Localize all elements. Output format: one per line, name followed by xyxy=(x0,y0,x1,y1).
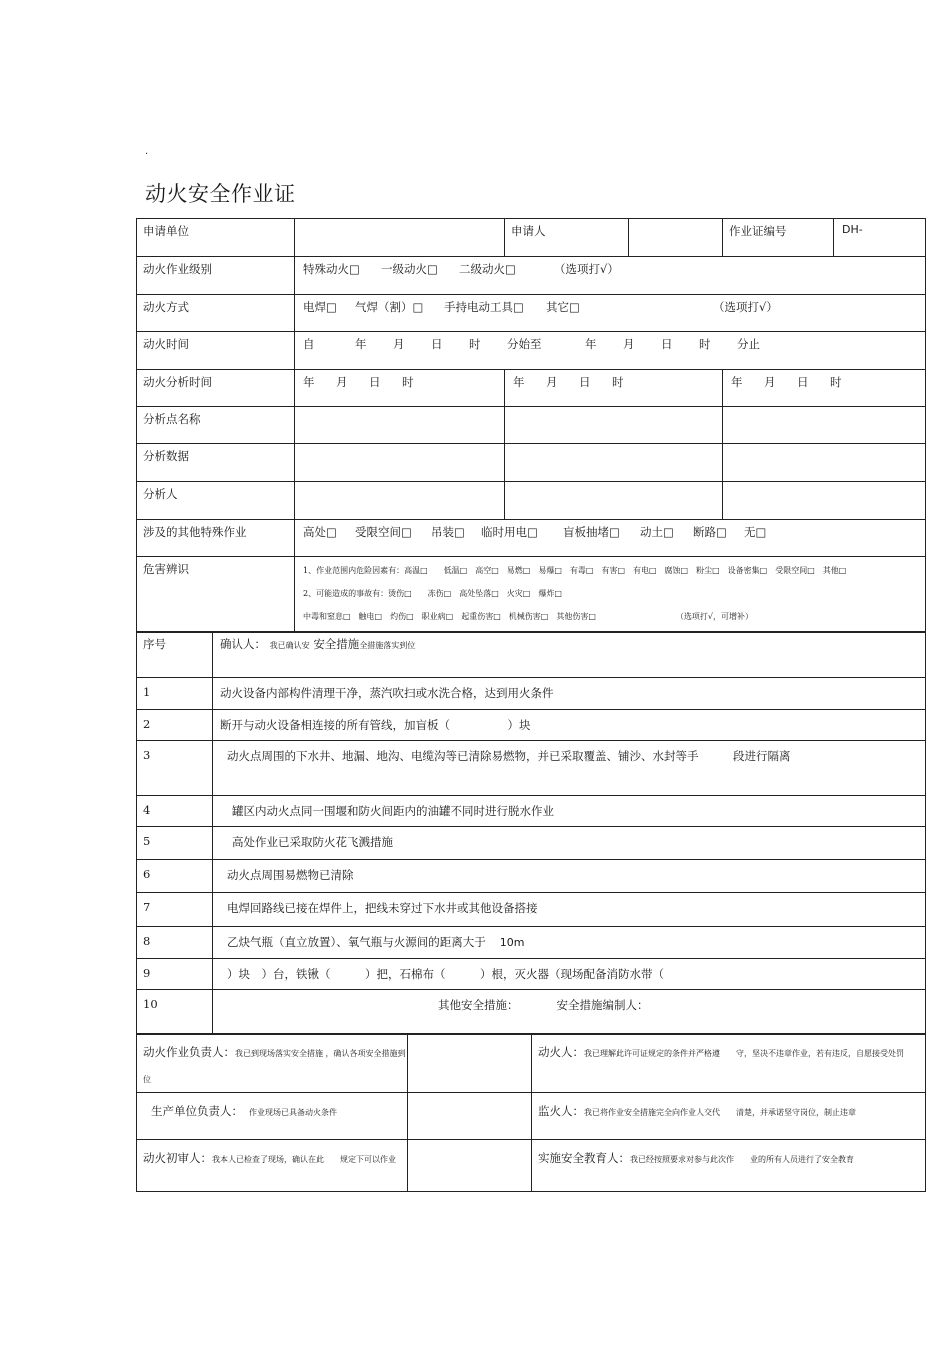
option-level2-fire[interactable]: 二级动火□ xyxy=(459,262,516,276)
analyst-field-3[interactable] xyxy=(723,482,926,520)
hour-unit: 时 xyxy=(402,375,414,389)
fire-person-label: 动火人： xyxy=(538,1045,584,1059)
other-work-options[interactable] xyxy=(295,520,926,557)
time-month-end: 月 xyxy=(623,337,635,351)
measure-item-text: 乙炔气瓶（直立放置）、氧气瓶与火源间的距离大于 xyxy=(227,935,486,949)
option-none[interactable]: 无□ xyxy=(744,525,767,539)
page-mark: . xyxy=(145,146,149,157)
time-month: 月 xyxy=(393,337,405,351)
option-special-fire[interactable]: 特殊动火□ xyxy=(303,262,360,276)
measure-item[interactable]: ）块 ）台，铁锹（ ）把，石棉布（ ）根，灭火器（现场配备消防水带（ xyxy=(213,959,926,990)
day-unit: 日 xyxy=(797,375,809,389)
applicant-section xyxy=(505,219,723,257)
seq-header: 序号 xyxy=(137,632,213,678)
measure-item[interactable]: 动火点周围易燃物已清除 xyxy=(213,860,926,893)
option-gas-weld[interactable]: 气焊（割）□ xyxy=(355,300,424,314)
fire-level-note: （选项打√） xyxy=(554,262,619,276)
fire-person-statement: 我已理解此许可证规定的条件并严格遵 守，坚决不违章作业，若有违反，自愿接受处罚 xyxy=(584,1049,904,1058)
measure-item[interactable]: 动火设备内部构件清理干净，蒸汽吹扫或水洗合格，达到用火条件 xyxy=(213,678,926,710)
work-leader-cell[interactable] xyxy=(137,1034,408,1093)
time-year: 年 xyxy=(355,337,367,351)
fire-method-label: 动火方式 xyxy=(137,295,295,332)
analysis-data-field-1[interactable] xyxy=(295,444,505,482)
time-year-end: 年 xyxy=(585,337,597,351)
seq-no: 4 xyxy=(137,796,213,827)
option-other[interactable]: 其它□ xyxy=(546,300,580,314)
year-unit: 年 xyxy=(731,375,743,389)
analyst-field-1[interactable] xyxy=(295,482,505,520)
time-day: 日 xyxy=(431,337,443,351)
hazard-label: 危害辨识 xyxy=(137,557,295,633)
confirm-label: 确认人： xyxy=(220,637,266,651)
analysis-data-label: 分析数据 xyxy=(137,444,295,482)
option-height[interactable]: 高处□ xyxy=(303,525,337,539)
permit-no-section xyxy=(723,219,926,257)
analysis-point-label: 分析点名称 xyxy=(137,407,295,444)
time-end: 分止 xyxy=(737,337,760,351)
option-excavation[interactable]: 动土□ xyxy=(640,525,674,539)
confirm-text-2: 全措施落实到位 xyxy=(359,641,416,650)
confirm-text-measures: 安全措施 xyxy=(313,637,360,651)
hazard-line-2: 2、可能造成的事故有：烫伤□ 冻伤□ 高处坠落□ 火灾□ 爆炸□ xyxy=(303,589,562,598)
signature-table xyxy=(136,1033,925,1192)
hour-unit: 时 xyxy=(612,375,624,389)
option-level1-fire[interactable]: 一级动火□ xyxy=(381,262,438,276)
prod-leader-cell[interactable] xyxy=(137,1093,408,1140)
seq-no: 5 xyxy=(137,827,213,860)
month-unit: 月 xyxy=(764,375,776,389)
confirm-text-1: 我已确认安 xyxy=(269,641,310,650)
fire-person-cell[interactable] xyxy=(532,1034,926,1093)
other-measures-label: 其他安全措施： xyxy=(438,998,519,1012)
option-lifting[interactable]: 吊装□ xyxy=(431,525,465,539)
option-temp-power[interactable]: 临时用电□ xyxy=(481,525,538,539)
measure-item[interactable]: 动火点周围的下水井、地漏、地沟、电缆沟等已清除易燃物，并已采取覆盖、铺沙、水封等手 段进行隔离 xyxy=(213,741,926,796)
fire-time-field[interactable] xyxy=(295,332,926,370)
analyst-field-2[interactable] xyxy=(505,482,723,520)
month-unit: 月 xyxy=(336,375,348,389)
seq-no: 6 xyxy=(137,860,213,893)
education-cell[interactable] xyxy=(532,1140,926,1192)
day-unit: 日 xyxy=(369,375,381,389)
confirm-header xyxy=(213,632,926,678)
hazard-line-1: 1、作业范围内危险因素有：高温□ 低温□ 高空□ 易燃□ 易爆□ 有毒□ 有害□ 有电□ 腐蚀□ 粉尘□ 设备密集□ 受限空间□ 其他□ xyxy=(303,566,847,575)
seq-no: 9 xyxy=(137,959,213,990)
analysis-point-field-2[interactable] xyxy=(505,407,723,444)
time-start-to: 分始至 xyxy=(507,337,542,351)
measure-item[interactable]: 罐区内动火点同一围堰和防火间距内的油罐不同时进行脱水作业 xyxy=(213,796,926,827)
fire-method-options[interactable] xyxy=(295,295,926,332)
fire-level-label: 动火作业级别 xyxy=(137,257,295,295)
option-blind-plate[interactable]: 盲板抽堵□ xyxy=(563,525,620,539)
applicant-label: 申请人 xyxy=(505,219,629,256)
prod-leader-label: 生产单位负责人： xyxy=(151,1104,243,1118)
fire-time-label: 动火时间 xyxy=(137,332,295,370)
applicant-unit-label: 申请单位 xyxy=(137,219,295,257)
work-leader-signature[interactable] xyxy=(408,1034,532,1093)
analysis-data-field-3[interactable] xyxy=(723,444,926,482)
safety-measures-table xyxy=(136,631,925,1035)
permit-no-label: 作业证编号 xyxy=(723,219,834,256)
education-label: 实施安全教育人： xyxy=(538,1151,630,1165)
permit-no-field[interactable]: DH- xyxy=(842,223,863,236)
applicant-unit-field[interactable] xyxy=(295,219,505,257)
seq-no: 10 xyxy=(137,990,213,1035)
seq-no: 2 xyxy=(137,710,213,741)
hazard-line-3-text: 中毒和窒息□ 触电□ 灼伤□ 职业病□ 起重伤害□ 机械伤害□ 其他伤害□ xyxy=(303,612,596,621)
hazard-note: （选项打√，可增补） xyxy=(675,612,754,621)
initial-review-signature[interactable] xyxy=(408,1140,532,1192)
guard-statement: 我已将作业安全措施完全向作业人交代 清楚，并承诺坚守岗位，制止违章 xyxy=(584,1108,856,1117)
year-unit: 年 xyxy=(513,375,525,389)
analysis-time-3[interactable] xyxy=(723,370,926,407)
work-leader-label: 动火作业负责人： xyxy=(143,1045,235,1059)
time-from: 自 xyxy=(303,337,315,351)
fire-method-note: （选项打√） xyxy=(713,300,778,314)
hazard-identification[interactable] xyxy=(295,557,926,633)
guard-label: 监火人： xyxy=(538,1104,584,1118)
measure-item[interactable]: 高处作业已采取防火花飞溅措施 xyxy=(213,827,926,860)
initial-review-cell[interactable] xyxy=(137,1140,408,1192)
work-leader-statement: 我已到现场落实安全措施 ，确认各项安全措施到位 xyxy=(143,1049,406,1084)
measure-item[interactable] xyxy=(213,927,926,959)
analysis-time-1[interactable] xyxy=(295,370,505,407)
distance-value: 10m xyxy=(499,936,525,949)
analysis-point-field-3[interactable] xyxy=(723,407,926,444)
fire-level-options[interactable] xyxy=(295,257,926,295)
other-work-label: 涉及的其他特殊作业 xyxy=(137,520,295,557)
option-electric-weld[interactable]: 电焊□ xyxy=(303,300,337,314)
time-hour: 时 xyxy=(469,337,481,351)
initial-review-statement: 我本人已检查了现场，确认在此 规定下可以作业 xyxy=(212,1155,396,1164)
hazard-line-3 xyxy=(303,605,925,628)
seq-no: 8 xyxy=(137,927,213,959)
prod-leader-signature[interactable] xyxy=(408,1093,532,1140)
measure-item[interactable] xyxy=(213,990,926,1035)
option-power-tool[interactable]: 手持电动工具□ xyxy=(444,300,524,314)
education-statement: 我已经按照要求对参与此次作 业的所有人员进行了安全教育 xyxy=(630,1155,854,1164)
option-confined[interactable]: 受限空间□ xyxy=(355,525,412,539)
option-road-break[interactable]: 断路□ xyxy=(693,525,727,539)
initial-review-label: 动火初审人： xyxy=(143,1151,212,1165)
measure-item[interactable]: 电焊回路线已接在焊件上，把线未穿过下水井或其他设备搭接 xyxy=(213,893,926,927)
year-unit: 年 xyxy=(303,375,315,389)
prod-leader-statement: 作业现场已具备动火条件 xyxy=(249,1108,337,1117)
applicant-field[interactable] xyxy=(629,219,722,256)
seq-no: 1 xyxy=(137,678,213,710)
measures-author-label: 安全措施编制人： xyxy=(556,998,649,1012)
hour-unit: 时 xyxy=(830,375,842,389)
analysis-time-label: 动火分析时间 xyxy=(137,370,295,407)
month-unit: 月 xyxy=(546,375,558,389)
measure-item[interactable]: 断开与动火设备相连接的所有管线，加盲板（ ）块 xyxy=(213,710,926,741)
analysis-point-field-1[interactable] xyxy=(295,407,505,444)
time-hour-end: 时 xyxy=(699,337,711,351)
guard-cell[interactable] xyxy=(532,1093,926,1140)
analyst-label: 分析人 xyxy=(137,482,295,520)
analysis-data-field-2[interactable] xyxy=(505,444,723,482)
day-unit: 日 xyxy=(579,375,591,389)
seq-no: 7 xyxy=(137,893,213,927)
permit-info-table xyxy=(136,218,925,633)
page-title: 动火安全作业证 xyxy=(145,182,296,206)
time-day-end: 日 xyxy=(661,337,673,351)
seq-no: 3 xyxy=(137,741,213,796)
analysis-time-2[interactable] xyxy=(505,370,723,407)
